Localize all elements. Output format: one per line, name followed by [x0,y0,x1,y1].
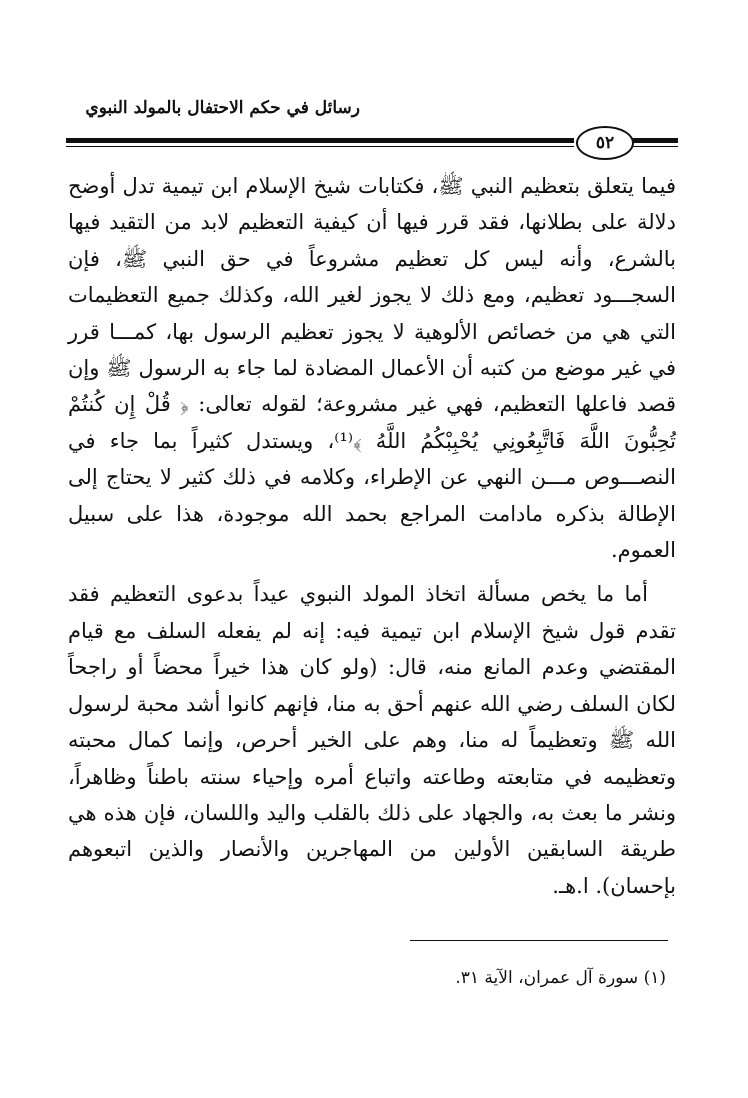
header-rule-thin [66,146,574,147]
header-rule-thick [66,138,574,143]
footnote: (١) سورة آل عمران، الآية ٣١. [455,968,666,988]
page-number: ٥٢ [576,126,634,160]
paragraph-2: أما ما يخص مسألة اتخاذ المولد النبوي عيداً بدعوى التعظيم فقد تقدم قول شيخ الإسلام ابن تيمية فيه: إنه لم يفعله السلف مع قيام المقتضي وعدم المانع منه، قال: (ولو كان هذا خيراً محضاً أو راجحاً لكان السلف رضي الله عنهم أحق به منا، فإنهم كانوا أشد محبة لرسول الله ﷺ وتعظيماً له منا، وهم على الخير أحرص، وإنما كمال محبته وتعظيمه في متابعته وطاعته واتباع أمره وإحياء سنته باطناً وظاهراً، ونشر ما بعث به، والجهاد على ذلك بالقلب واليد واللسان، فإن هذه هي طريقة السابقين الأولين من المهاجرين والأنصار والذين اتبعوهم بإحسان). ا.هـ. [68,582,676,898]
header-rule-thin-right [632,146,678,147]
paragraph-1: فيما يتعلق بتعظيم النبي ﷺ، فكتابات شيخ الإسلام ابن تيمية تدل أوضح دلالة على بطلانها، فقد قرر فيها أن كيفية التعظيم لابد من التقيد فيها بالشرع، وأنه ليس كل تعظيم مشروعاً في حق النبي ﷺ، فإن السجـــود تعظيم، ومع ذلك لا يجوز لغير الله، وكذلك جميع التعظيمات التي هي من خصائص الألوهية لا يجوز تعظيم الرسول بها، كمـــا قرر في غير موضع من كتبه أن الأعمال المضادة لما جاء به الرسول ﷺ وإن قصد فاعلها التعظيم، فهي غير مشروعة؛ لقوله تعالى: ﴿ قُلْ إِن كُنتُمْ تُحِبُّونَ اللَّهَ فَاتَّبِعُونِي يُحْبِبْكُمُ اللَّهُ ﴾⁽¹⁾، ويستدل كثيراً بما جاء في النصـــوص مـــن النهي عن الإطراء، وكلامه في ذلك كثير لا يحتاج إلى الإطالة بذكره مادامت المراجع بحمد الله موجودة، هذا على سبيل العموم. [68,174,676,563]
body-text [68,168,676,904]
header-rule-thick-right [632,138,678,143]
running-title: رسائل في حكم الاحتفال بالمولد النبوي [85,98,360,118]
footnote-divider [410,940,668,941]
